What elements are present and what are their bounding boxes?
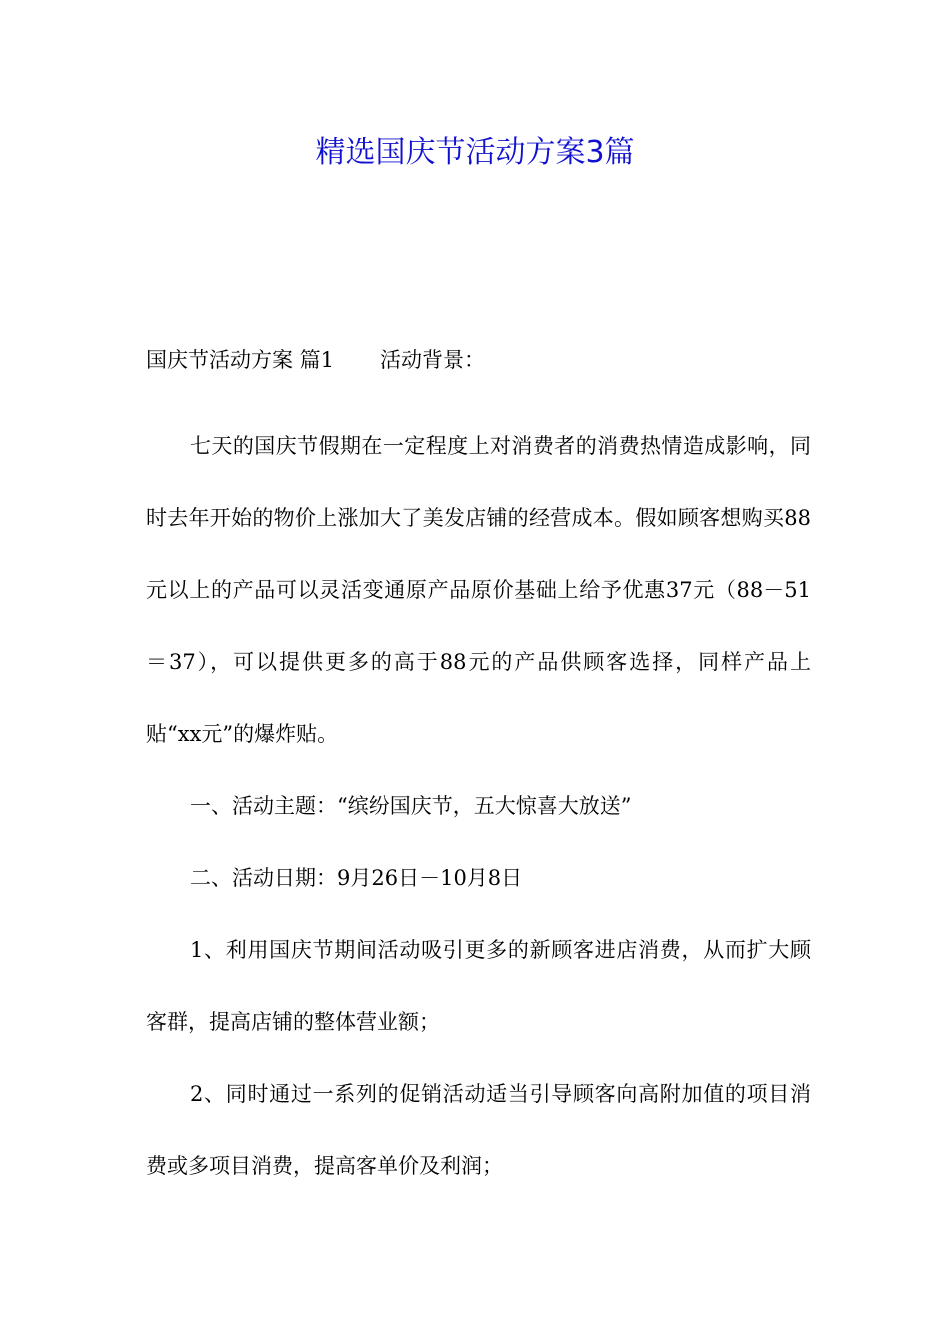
paragraph-goal-2: 2、同时通过一系列的促销活动适当引导顾客向高附加值的项目消费或多项目消费，提高客单价及利润；	[146, 1082, 811, 1178]
paragraph-background: 七天的国庆节假期在一定程度上对消费者的消费热情造成影响，同时去年开始的物价上涨加大了美发店铺的经营成本。假如顾客想购买88元以上的产品可以灵活变通原产品原价基础上给予优惠37元（88－51＝37），可以提供更多的高于88元的产品供顾客选择，同样产品上贴“xx元”的爆炸贴。	[146, 434, 811, 746]
document-title: 精选国庆节活动方案3篇	[315, 135, 635, 170]
paragraph-goal-1: 1、利用国庆节期间活动吸引更多的新顾客进店消费，从而扩大顾客群，提高店铺的整体营业额；	[146, 938, 811, 1034]
paragraph-dates: 二、活动日期：9月26日－10月8日	[190, 866, 523, 890]
document-body	[146, 410, 811, 1202]
section-heading-line	[146, 340, 485, 380]
plan-label: 国庆节活动方案 篇1	[146, 348, 335, 372]
background-heading: 活动背景：	[380, 348, 486, 372]
paragraph-theme: 一、活动主题：“缤纷国庆节，五大惊喜大放送”	[190, 794, 632, 818]
